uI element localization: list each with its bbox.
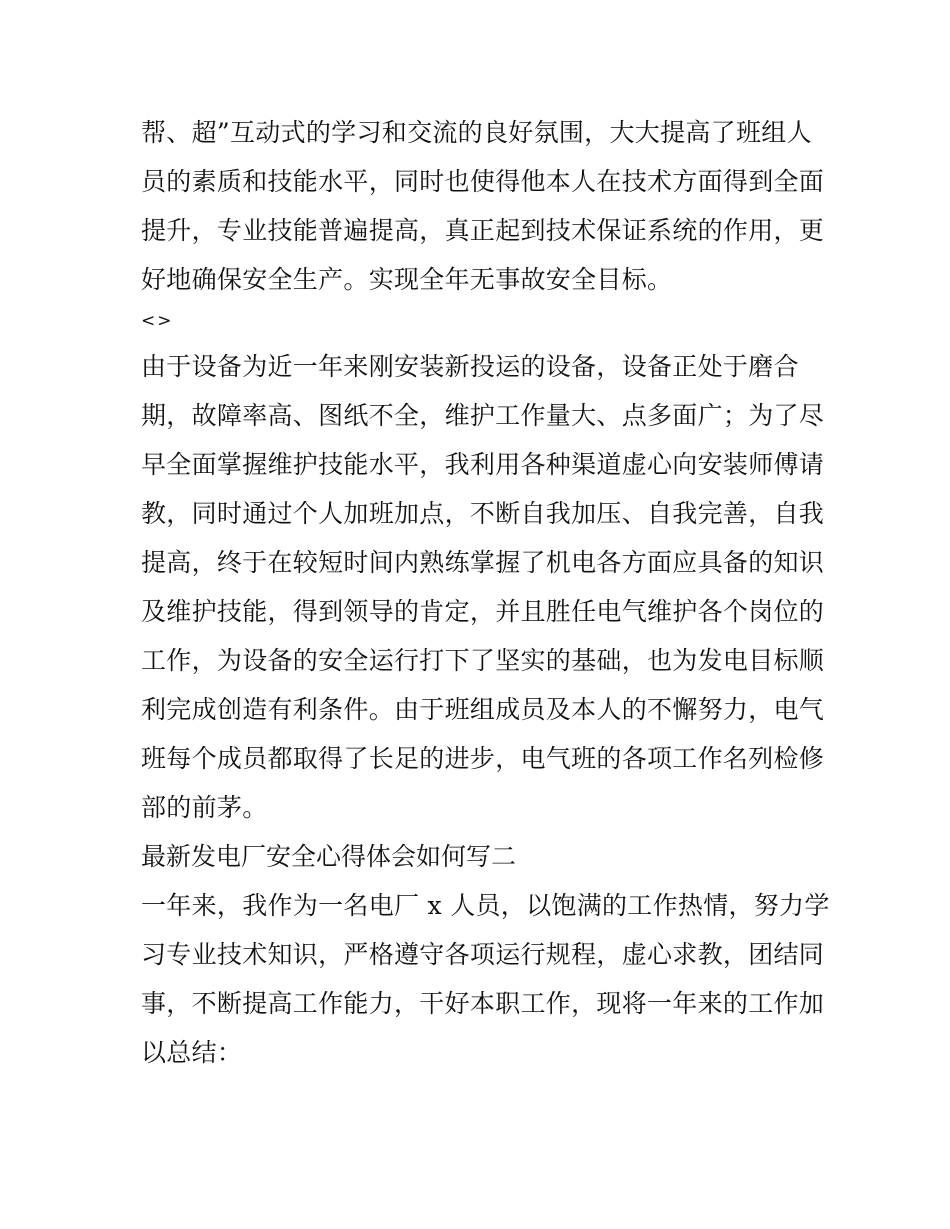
text-line: 事，不断提高工作能力，干好本职工作，现将一年来的工作加: [141, 989, 825, 1018]
document-body: [141, 108, 830, 1077]
text-line: 习专业技术知识，严格遵守各项运行规程，虚心求教，团结同: [141, 940, 825, 969]
section-marker: <>: [141, 311, 174, 331]
paragraph-1: [141, 108, 825, 304]
text-line: 由于设备为近一年来刚安装新投运的设备，设备正处于磨合: [141, 352, 799, 381]
text-line: 以总结：: [141, 1038, 243, 1067]
text-line: 部的前茅。: [141, 793, 268, 822]
paragraph-2: [141, 342, 825, 832]
text-line: 工作，为设备的安全运行打下了坚实的基础，也为发电目标顺: [141, 646, 825, 675]
text-line: 提升，专业技能普遍提高，真正起到技术保证系统的作用，更: [141, 216, 825, 245]
text-line: 员的素质和技能水平，同时也使得他本人在技术方面得到全面: [141, 167, 825, 196]
section-heading: 最新发电厂安全心得体会如何写二: [141, 842, 517, 871]
text-line: 班每个成员都取得了长足的进步，电气班的各项工作名列检修: [141, 744, 825, 773]
text-line: 教，同时通过个人加班加点，不断自我加压、自我完善，自我: [141, 499, 825, 528]
text-line: 早全面掌握维护技能水平，我利用各种渠道虚心向安装师傅请: [141, 450, 825, 479]
text-line: 一年来，我作为一名电厂 x 人员，以饱满的工作热情，努力学: [141, 891, 830, 920]
text-line: 利完成创造有利条件。由于班组成员及本人的不懈努力，电气: [141, 695, 825, 724]
text-line: 期，故障率高、图纸不全，维护工作量大、点多面广；为了尽: [141, 401, 825, 430]
paragraph-3: [141, 881, 830, 1077]
text-line: 好地确保安全生产。实现全年无事故安全目标。: [141, 265, 673, 294]
text-line: 帮、超”互动式的学习和交流的良好氛围，大大提高了班组人: [141, 118, 812, 147]
text-line: 及维护技能，得到领导的肯定，并且胜任电气维护各个岗位的: [141, 597, 825, 626]
text-line: 提高，终于在较短时间内熟练掌握了机电各方面应具备的知识: [141, 548, 825, 577]
